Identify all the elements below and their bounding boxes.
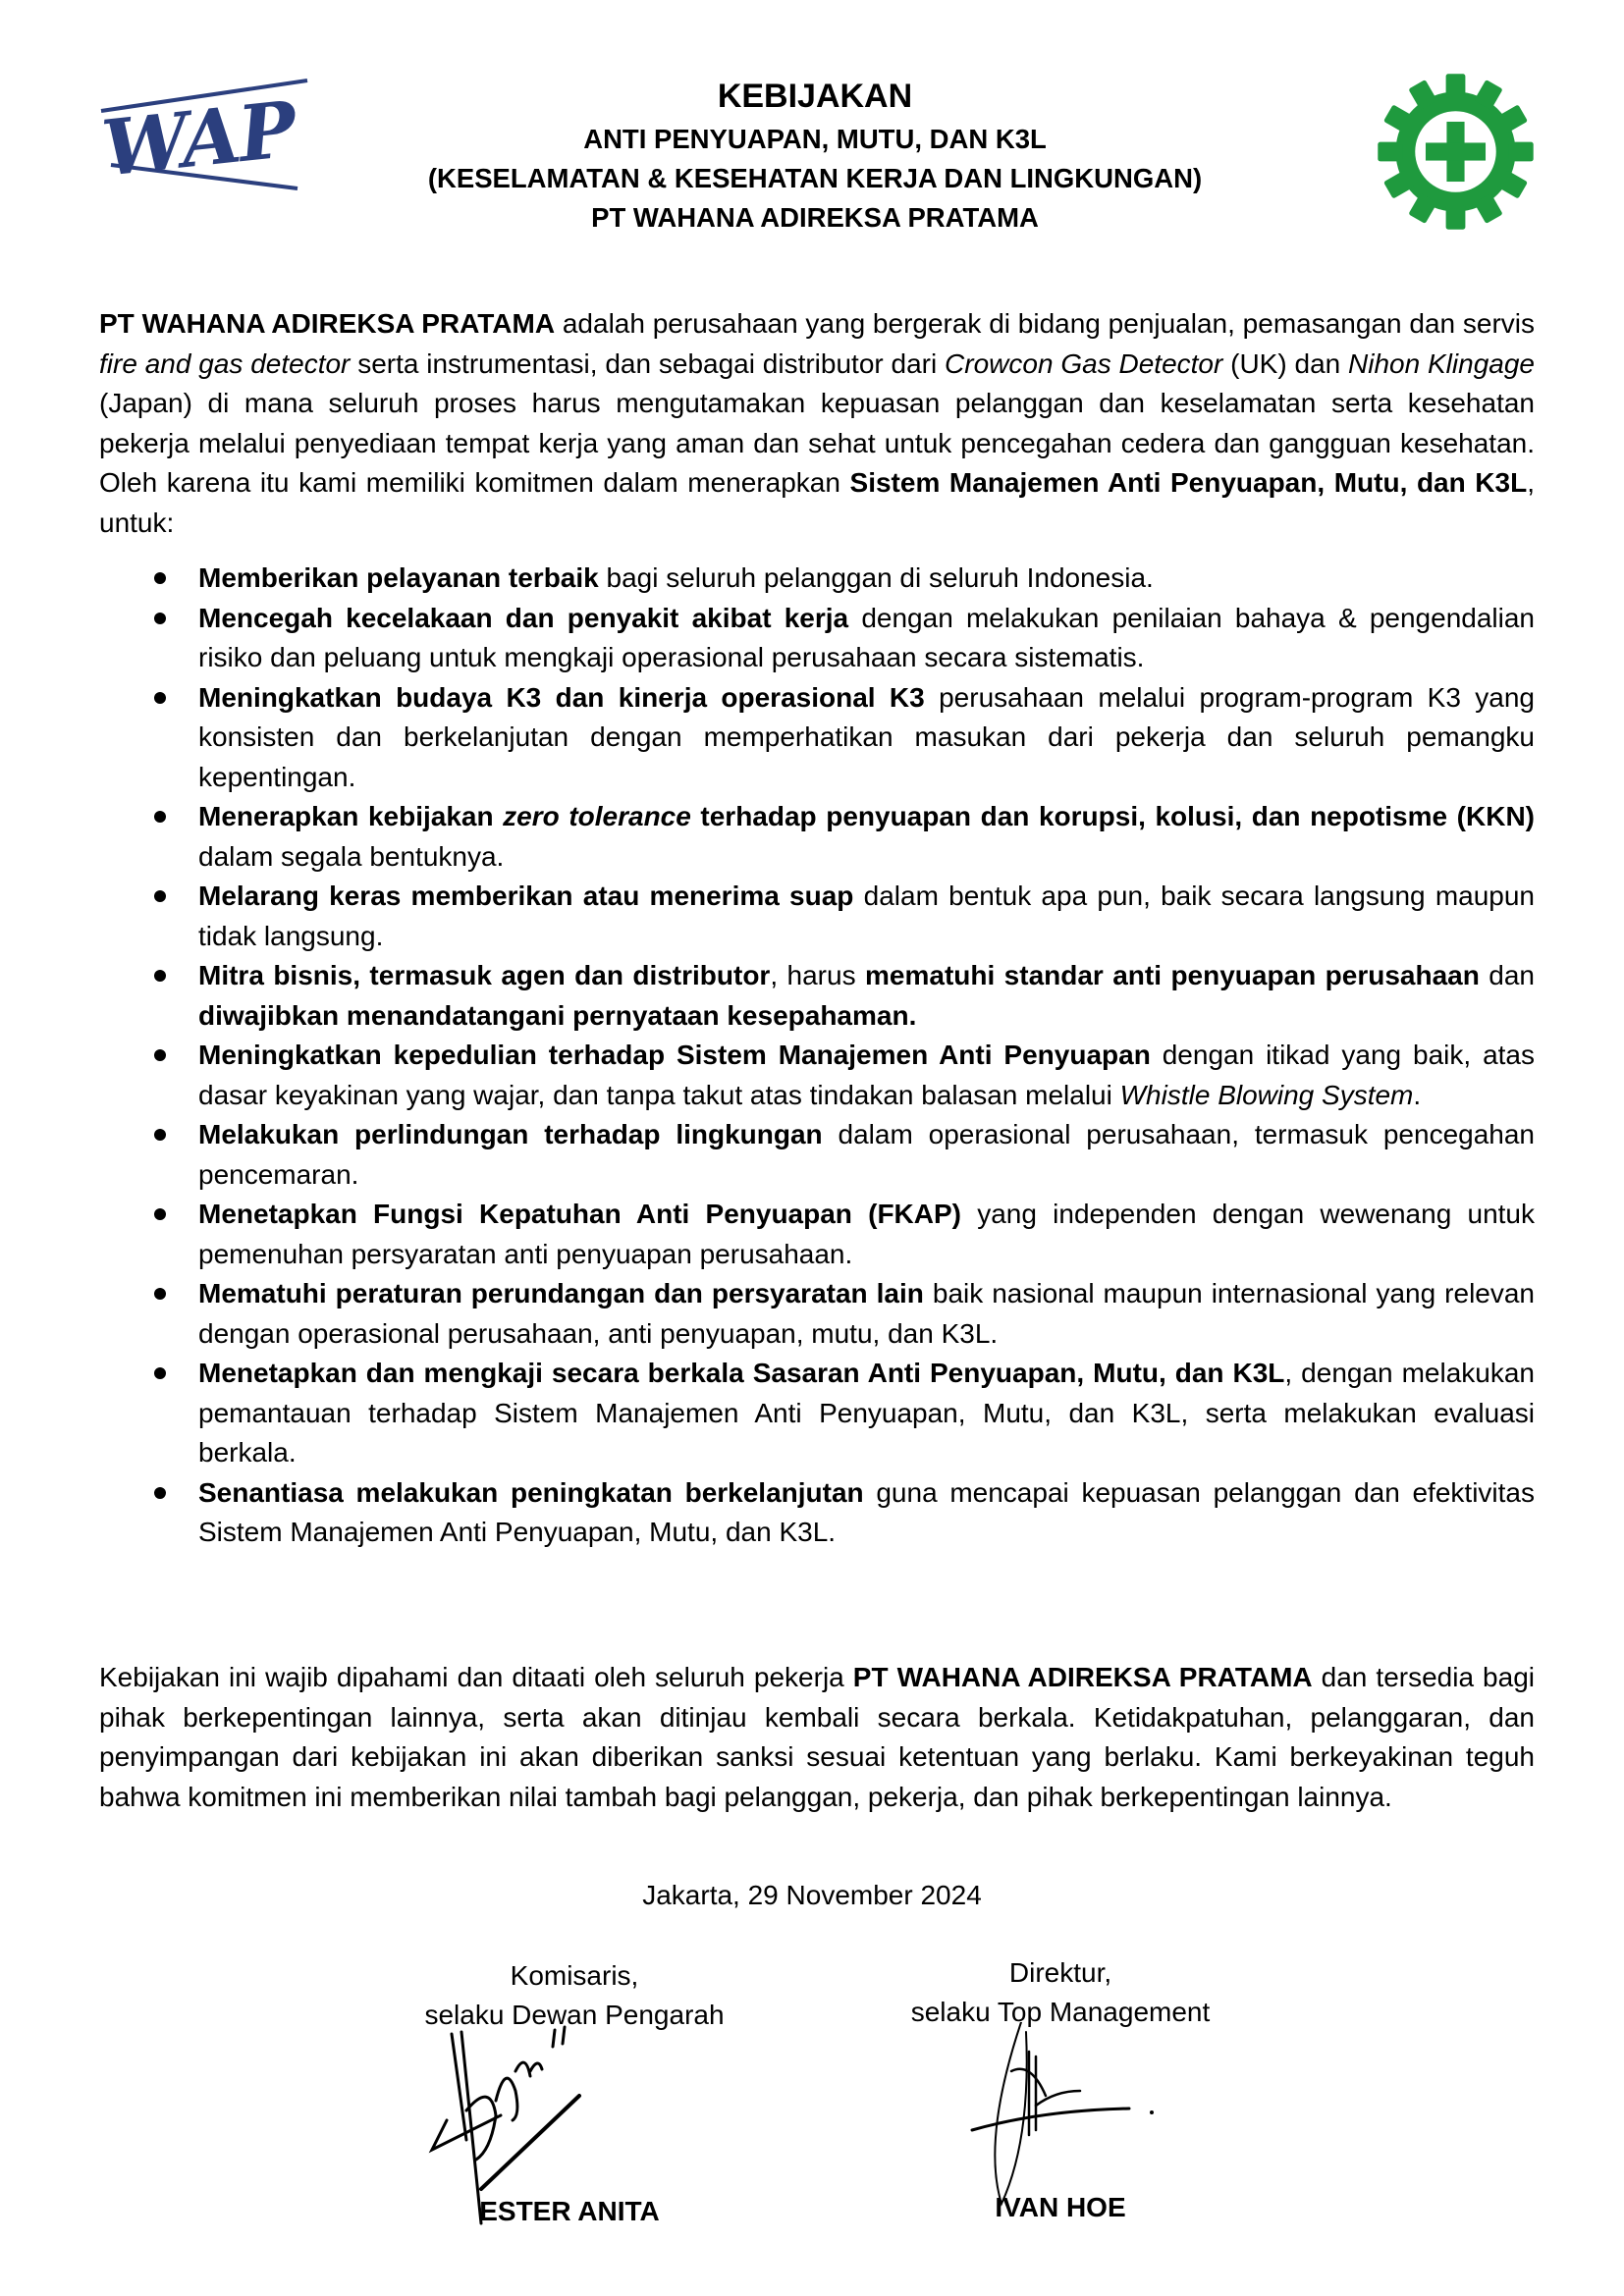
document-subtitle-2: (KESELAMATAN & KESEHATAN KERJA DAN LINGKUNGAN) [427, 163, 1203, 193]
wap-logo-icon [96, 69, 317, 196]
signatory-left-name: ESTER ANITA [479, 2196, 660, 2226]
commitment-item [99, 559, 1535, 599]
commitment-item-segment: Melakukan perlindungan terhadap lingkungan [198, 1119, 823, 1149]
commitment-item-segment: dalam segala bentuknya. [198, 840, 505, 872]
bullet-icon [154, 1049, 166, 1061]
closing-paragraph-segment: dan tersedia bagi pihak berkepentingan lainnya, serta akan ditinjau kembali secara berkala. Ketidakpatuhan, pelanggaran, dan penyimpangan dari kebijakan ini akan diberikan sanksi sesuai ketentuan yang berlaku. Kami berkeyakinan teguh bahwa komitmen ini memberikan nilai tambah bagi pelanggan, pekerja, dan pihak berkepentingan lainnya. [99, 1662, 1535, 1812]
commitment-item-segment: dalam operasional perusahaan, termasuk pencegahan pencemaran. [198, 1119, 1536, 1190]
commitment-item-segment: Mencegah kecelakaan dan penyakit akibat kerja [198, 602, 849, 633]
bullet-icon [154, 692, 166, 704]
commitment-item-segment: yang independen dengan wewenang untuk pemenuhan persyaratan anti penyuapan perusahaan. [198, 1199, 1535, 1269]
commitment-item [99, 1115, 1535, 1195]
commitment-item-segment: zero tolerance [503, 801, 691, 831]
commitment-item [99, 1274, 1535, 1354]
intro-paragraph-segment: Sistem Manajemen Anti Penyuapan, Mutu, dan K3L [849, 467, 1528, 498]
bullet-icon [154, 1288, 166, 1300]
signatory-left-capacity: selaku Dewan Pengarah [424, 2000, 725, 2030]
company-name-heading: PT WAHANA ADIREKSA PRATAMA [591, 202, 1039, 233]
commitment-item-segment: Whistle Blowing System [1119, 1079, 1414, 1110]
commitment-item [99, 797, 1535, 877]
svg-text:WAP: WAP [97, 84, 299, 194]
intro-paragraph-segment: Nihon Klingage [1348, 347, 1535, 379]
commitment-item [99, 1195, 1535, 1274]
intro-paragraph-segment: adalah perusahaan yang bergerak di bidang penjualan, pemasangan dan servis [555, 308, 1535, 339]
closing-paragraph-segment: PT WAHANA ADIREKSA PRATAMA [852, 1662, 1313, 1692]
bullet-icon [154, 1367, 166, 1379]
bullet-icon [154, 1208, 166, 1220]
intro-paragraph-segment: (Japan) di mana seluruh proses harus mengutamakan kepuasan pelanggan dan keselamatan serta kesehatan pekerja melalui penyediaan tempat kerja yang aman dan sehat untuk pencegahan cedera dan gangguan kesehatan. Oleh karena itu kami memiliki komitmen dalam menerapkan [99, 388, 1535, 498]
intro-paragraph-segment: (UK) dan [1222, 347, 1349, 379]
intro-paragraph [99, 304, 1535, 543]
commitment-item-segment: , harus [770, 960, 865, 990]
commitment-item-segment: dengan melakukan penilaian bahaya & pengendalian risiko dan peluang untuk mengkaji operasional perusahaan secara sistematis. [198, 602, 1536, 672]
bullet-icon [154, 890, 166, 902]
commitment-item [99, 1036, 1535, 1115]
bullet-icon [154, 970, 166, 982]
commitment-item-segment: dan [1479, 960, 1535, 990]
intro-paragraph-segment: serta instrumentasi, dan sebagai distributor dari [350, 347, 946, 379]
commitment-item-segment: Mitra bisnis, termasuk agen dan distributor [198, 960, 771, 990]
document-subtitle-1: ANTI PENYUAPAN, MUTU, DAN K3L [583, 124, 1047, 154]
commitment-item-segment: Menetapkan Fungsi Kepatuhan Anti Penyuapan (FKAP) [198, 1199, 961, 1229]
document-title: KEBIJAKAN [717, 78, 913, 115]
commitment-item [99, 1354, 1535, 1473]
intro-paragraph-segment: PT WAHANA ADIREKSA PRATAMA [99, 308, 556, 339]
commitment-item-segment: Senantiasa melakukan peningkatan berkelanjutan [198, 1476, 864, 1508]
commitment-item [99, 678, 1535, 798]
signatory-right-role: Direktur, [1008, 1957, 1112, 1988]
commitment-item [99, 1473, 1535, 1553]
intro-paragraph-segment: fire and gas detector [99, 347, 351, 379]
k3-safety-gear-cross-icon [1375, 71, 1537, 233]
closing-paragraph-segment: Kebijakan ini wajib dipahami dan ditaati oleh seluruh pekerja [99, 1662, 853, 1692]
commitment-item-segment: guna mencapai kepuasan pelanggan dan efektivitas Sistem Manajemen Anti Penyuapan, Mutu, dan K3L. [198, 1476, 1535, 1547]
commitment-item-segment: Memberikan pelayanan terbaik [198, 562, 599, 593]
commitment-item-segment: Menetapkan dan mengkaji secara berkala Sasaran Anti Penyuapan, Mutu, dan K3L [198, 1358, 1285, 1388]
intro-paragraph-segment: , untuk: [99, 467, 1535, 538]
commitment-item-segment: Menerapkan kebijakan [198, 801, 504, 831]
bullet-icon [154, 1487, 166, 1499]
commitment-item-segment: perusahaan melalui program-program K3 yang konsisten dan berkelanjutan dengan memperhatikan masukan dari pekerja dan seluruh pemangku kepentingan. [198, 681, 1535, 792]
commitment-item-segment: baik nasional maupun internasional yang relevan dengan operasional perusahaan, anti penyuapan, mutu, dan K3L. [198, 1278, 1536, 1349]
commitment-item-segment: , dengan melakukan pemantauan terhadap Sistem Manajemen Anti Penyuapan, Mutu, dan K3L, serta melakukan evaluasi berkala. [198, 1358, 1535, 1468]
commitment-item-segment: dalam bentuk apa pun, baik secara langsung maupun tidak langsung. [198, 881, 1536, 951]
bullet-icon [154, 613, 166, 624]
commitment-item-segment: . [1413, 1079, 1422, 1110]
place-date: Jakarta, 29 November 2024 [642, 1880, 982, 1910]
commitment-item-segment: Meningkatkan kepedulian terhadap Sistem Manajemen Anti Penyuapan [198, 1040, 1151, 1070]
signatory-right-name: IVAN HOE [995, 2192, 1126, 2222]
commitment-item-segment: bagi seluruh pelanggan di seluruh Indonesia. [598, 562, 1154, 593]
commitment-item-segment: terhadap penyuapan dan korupsi, kolusi, dan nepotisme (KKN) [690, 801, 1535, 831]
signatory-right [864, 1953, 1257, 2032]
commitment-item-segment: dengan itikad yang baik, atas dasar keyakinan yang wajar, dan tanpa takut atas tindakan balasan melalui [198, 1040, 1535, 1110]
intro-paragraph-segment: Crowcon Gas Detector [945, 347, 1223, 379]
document-title-block [324, 73, 1306, 238]
bullet-icon [154, 1129, 166, 1141]
commitment-item-segment: mematuhi standar anti penyuapan perusahaan [865, 960, 1480, 990]
signature-right-icon [962, 2022, 1218, 2209]
commitment-list [99, 559, 1535, 1553]
bullet-icon [154, 572, 166, 584]
commitment-item-segment: Melarang keras memberikan atau menerima suap [198, 881, 854, 911]
commitment-item-segment: diwajibkan menandatangani pernyataan kesepahaman. [198, 999, 917, 1031]
closing-paragraph [99, 1658, 1535, 1817]
signatory-right-capacity: selaku Top Management [910, 1997, 1211, 2027]
commitment-item [99, 599, 1535, 678]
commitment-item-segment: Mematuhi peraturan perundangan dan persyaratan lain [198, 1278, 924, 1308]
signatory-left-role: Komisaris, [510, 1960, 639, 1991]
commitment-item [99, 956, 1535, 1036]
bullet-icon [154, 811, 166, 823]
commitment-item-segment: Meningkatkan budaya K3 dan kinerja operasional K3 [198, 681, 925, 713]
commitment-item [99, 877, 1535, 956]
